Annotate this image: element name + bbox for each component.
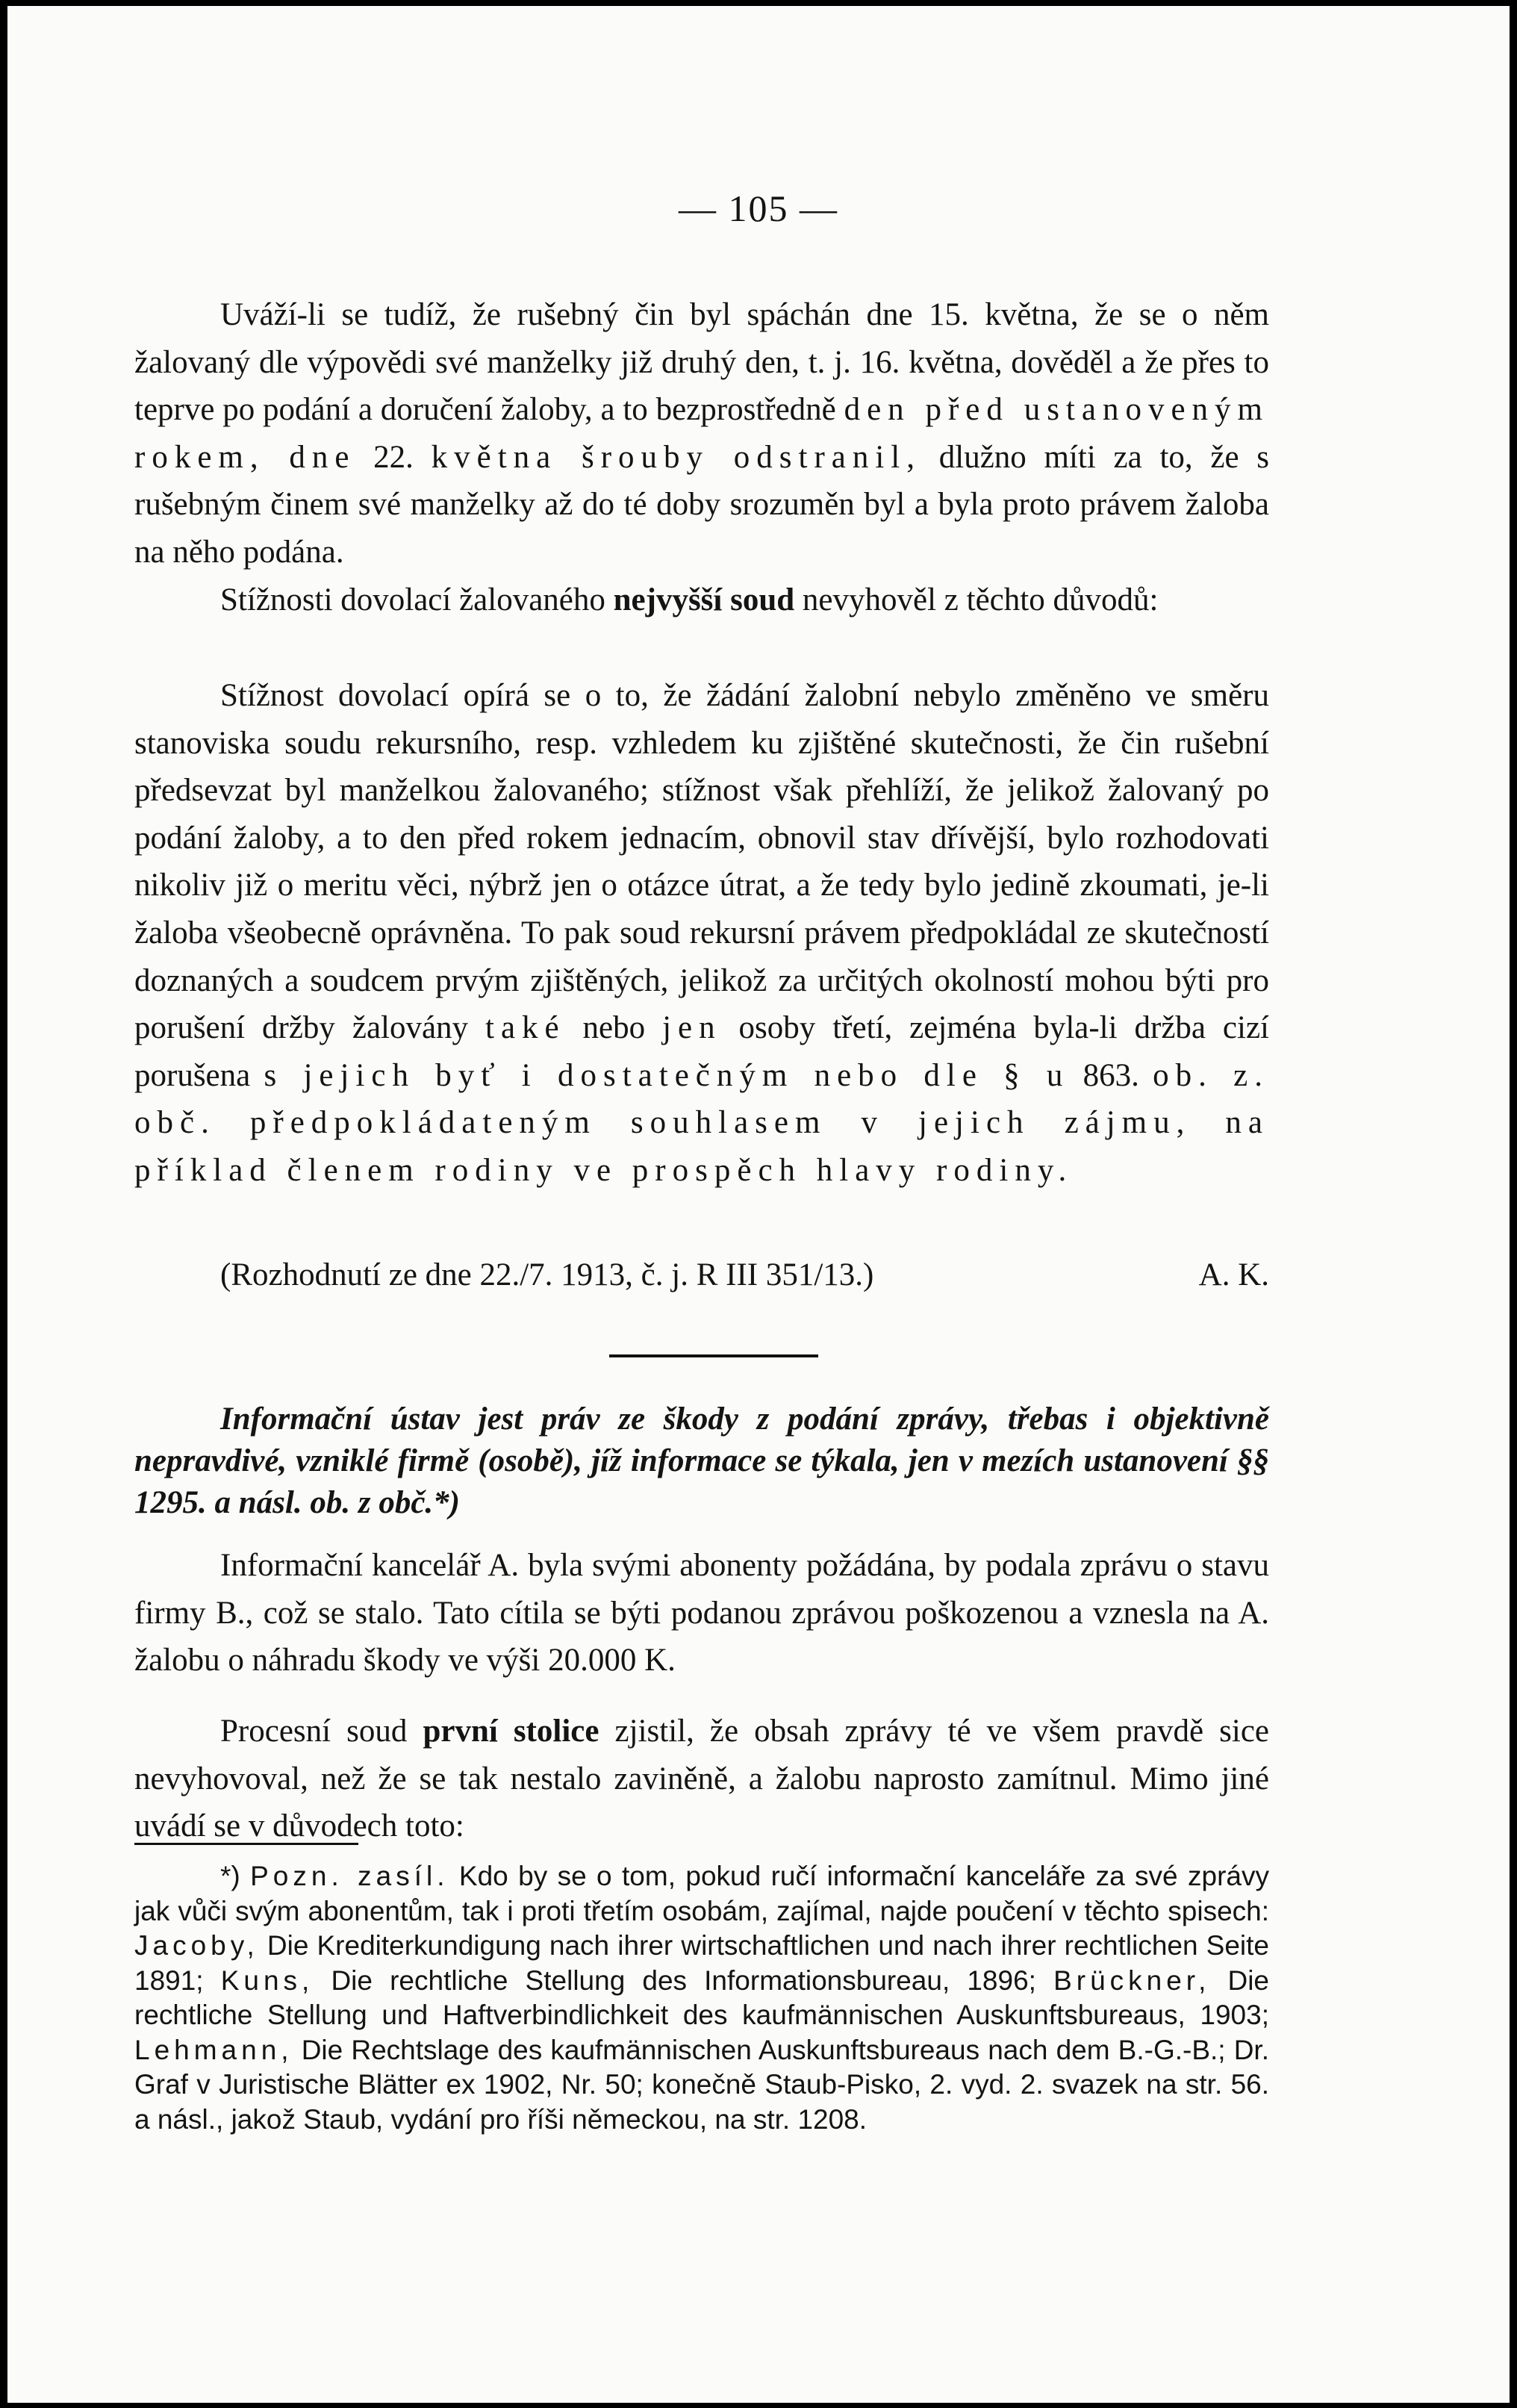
decision-citation [220, 1253, 1269, 1298]
paragraph-4: Informační kancelář A. byla svými abonenty požádána, by podala zprávu o stavu firmy B., což se stalo. Tato cítila se býti podanou zprávou poškozenou a vznesla na A. žalobu o náhradu škody ve výši 20.000 K. [134, 1548, 1269, 1679]
section-divider [609, 1354, 818, 1357]
footnote-author: Kuns, [220, 1964, 314, 1996]
paragraph-2: Stížnosti dovolací žalovaného nejvyšší soud nevyhověl z těchto důvodů: [220, 582, 1159, 617]
paragraph-3: Stížnost dovolací opírá se o to, že žádání žalobní nebylo změněno ve směru stanoviska soudu rekursního, resp. vzhledem ku zjištěné skutečnosti, že čin rušební předsevzat byl manželkou žalovaného; stížnost však přehlíží, že jelikož žalovaný po podání žaloby, a to den před rokem jednacím, obnovil stav dřívější, bylo rozhodovati nikoliv již o meritu věci, nýbrž jen o otázce útrat, a že tedy bylo jedině zkoumati, je-li žaloba všeobecně oprávněna. To pak soud rekursní právem předpokládal ze skutečností doznaných a soudcem prvým zjištěných, jelikož za určitých okolností mohou býti pro porušení držby žalovány také nebo jen osoby třetí, zejména byla-li držba cizí porušena s jejich byť i dostatečným nebo dle § u 863. ob. z. obč. předpokládateným souhlasem v jejich zájmu, na příklad členem rodiny ve prospěch hlavy rodiny. [134, 678, 1269, 1188]
paragraph-5: Procesní soud první stolice zjistil, že obsah zprávy té ve všem pravdě sice nevyhovoval, než že se tak nestalo zaviněně, a žalobu naprosto zamítnul. Mimo jiné uvádí se v důvodech toto: [134, 1714, 1269, 1844]
bold-emphasis: první stolice [423, 1714, 599, 1749]
spaced-emphasis: s jejich byť i dostatečným nebo dle § u [264, 1057, 1070, 1093]
footnote-rule [134, 1843, 358, 1845]
footnote-author: Brückner, [1053, 1964, 1211, 1996]
footnote-author: Jacoby, [134, 1930, 259, 1961]
spaced-emphasis: jen [662, 1010, 722, 1046]
spaced-emphasis: také [485, 1010, 566, 1046]
citation-initials: A. K. [1198, 1257, 1269, 1292]
spaced-emphasis: den před ustanoveným rokem, dne [134, 392, 1269, 475]
paragraph-1: Uváží-li se tudíž, že rušebný čin byl spáchán dne 15. května, že se o něm žalovaný dle výpovědi své manželky již druhý den, t. j. 16. května, dověděl a že přes to teprve po podání a doručení žaloby, a to bezprostředně den před ustanoveným rokem, dne 22. května šrouby odstranil, dlužno míti za to, že s rušebným činem své manželky až do té doby srozuměn byl a byla proto právem žaloba na něho podána. [134, 297, 1270, 570]
footnote: *) Pozn. zasíl. Kdo by se o tom, pokud ručí informační kanceláře za své zprávy jak vůči svým abonentům, tak i proti třetím osobám, zajímal, najde poučení v těchto spisech: Jacoby, Die Krediterkundigung nach ihrer wirtschaftlichen und nach ihrer rechtlichen Seite 1891; Kuns, Die rechtliche Stellung des Informationsbureau, 1896; Brückner, Die rechtliche Stellung und Haftverbindlichkeit des kaufmännischen Auskunftsbureaus, 1903; Lehmann, Die Rechtslage des kaufmännischen Auskunftsbureaus nach dem B.-G.-B.; Dr. Graf v Juristische Blätter ex 1902, Nr. 50; konečně Staub-Pisko, 2. vyd. 2. svazek na str. 56. a násl., jakož Staub, vydání pro říši německou, na str. 1208. [134, 1861, 1270, 2135]
spaced-emphasis: května šrouby odstranil, [431, 439, 922, 475]
section-heading: Informační ústav jest práv ze škody z podání zprávy, třebas i objektivně nepravdivé, vzniklé firmě (osobě), jíž informace se týkala, jen v mezích ustanovení §§ 1295. a násl. ob. z obč.*) [134, 1401, 1269, 1520]
footnote-label: Pozn. zasíl. [250, 1861, 449, 1891]
footnote-author: Lehmann, [134, 2034, 293, 2065]
spaced-emphasis: ob. z. obč. předpokládateným souhlasem v jejich zájmu, na příklad členem rodiny ve prospěch hlavy rodiny. [134, 1057, 1269, 1188]
bold-emphasis: nejvyšší soud [613, 582, 795, 617]
citation-text: (Rozhodnutí ze dne 22./7. 1913, č. j. R III 351/13.) [220, 1257, 874, 1292]
page-number: — 105 — [679, 187, 838, 229]
